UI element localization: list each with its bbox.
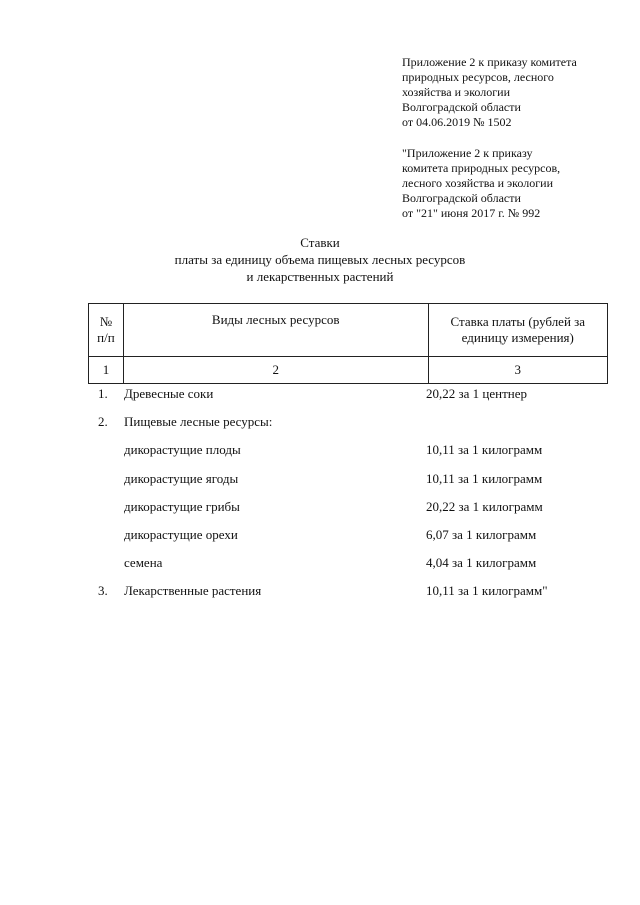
title-line: платы за единицу объема пищевых лесных ресурсов: [174, 252, 466, 267]
appendix-line: комитета природных ресурсов,: [402, 161, 561, 175]
appendix-line: природных ресурсов, лесного: [402, 70, 554, 84]
row-rate: 10,11 за 1 килограмм": [426, 583, 548, 598]
appendix-note-current: [402, 55, 632, 130]
appendix-line: Волгоградской области: [402, 100, 521, 114]
table-row: [88, 384, 628, 404]
appendix-line: лесного хозяйства и экологии: [402, 176, 554, 190]
rates-table-header: [88, 303, 608, 384]
column-number-cell: 1: [89, 357, 124, 384]
document-title: [0, 234, 640, 285]
row-resource-name: семена: [124, 555, 163, 570]
row-resource-name: дикорастущие орехи: [124, 527, 238, 542]
table-row: [88, 469, 628, 489]
row-rate: 4,04 за 1 килограмм: [426, 555, 537, 570]
appendix-line: Волгоградской области: [402, 191, 521, 205]
title-line: Ставки: [300, 235, 340, 250]
header-cell-number: № п/п: [89, 304, 124, 357]
row-resource-name: Пищевые лесные ресурсы:: [124, 414, 273, 429]
table-header-row: [89, 304, 608, 357]
row-number: 2.: [98, 414, 108, 429]
row-resource-name: дикорастущие плоды: [124, 442, 241, 457]
row-resource-name: Лекарственные растения: [124, 583, 262, 598]
table-row: [88, 581, 628, 601]
appendix-note-previous: [402, 146, 632, 221]
column-number-cell: 2: [123, 357, 428, 384]
table-row: [88, 412, 628, 432]
row-rate: 10,11 за 1 килограмм: [426, 471, 543, 486]
table-column-numbers-row: [89, 357, 608, 384]
column-number-cell: 3: [428, 357, 607, 384]
header-cell-rate: Ставка платы (рублей за единицу измерения): [428, 304, 607, 357]
row-resource-name: Древесные соки: [124, 386, 214, 401]
appendix-line: хозяйства и экологии: [402, 85, 511, 99]
table-row: [88, 525, 628, 545]
table-row: [88, 440, 628, 460]
row-rate: 6,07 за 1 килограмм: [426, 527, 537, 542]
table-row: [88, 553, 628, 573]
row-resource-name: дикорастущие грибы: [124, 499, 240, 514]
title-line: и лекарственных растений: [246, 269, 394, 284]
row-number: 3.: [98, 583, 108, 598]
header-cell-resource-type: Виды лесных ресурсов: [123, 304, 428, 357]
row-rate: 10,11 за 1 килограмм: [426, 442, 543, 457]
row-number: 1.: [98, 386, 108, 401]
row-rate: 20,22 за 1 килограмм: [426, 499, 543, 514]
appendix-line: "Приложение 2 к приказу: [402, 146, 533, 160]
appendix-line: от "21" июня 2017 г. № 992: [402, 206, 541, 220]
appendix-line: от 04.06.2019 № 1502: [402, 115, 512, 129]
row-resource-name: дикорастущие ягоды: [124, 471, 239, 486]
table-row: [88, 497, 628, 517]
appendix-line: Приложение 2 к приказу комитета: [402, 55, 577, 69]
row-rate: 20,22 за 1 центнер: [426, 386, 527, 401]
